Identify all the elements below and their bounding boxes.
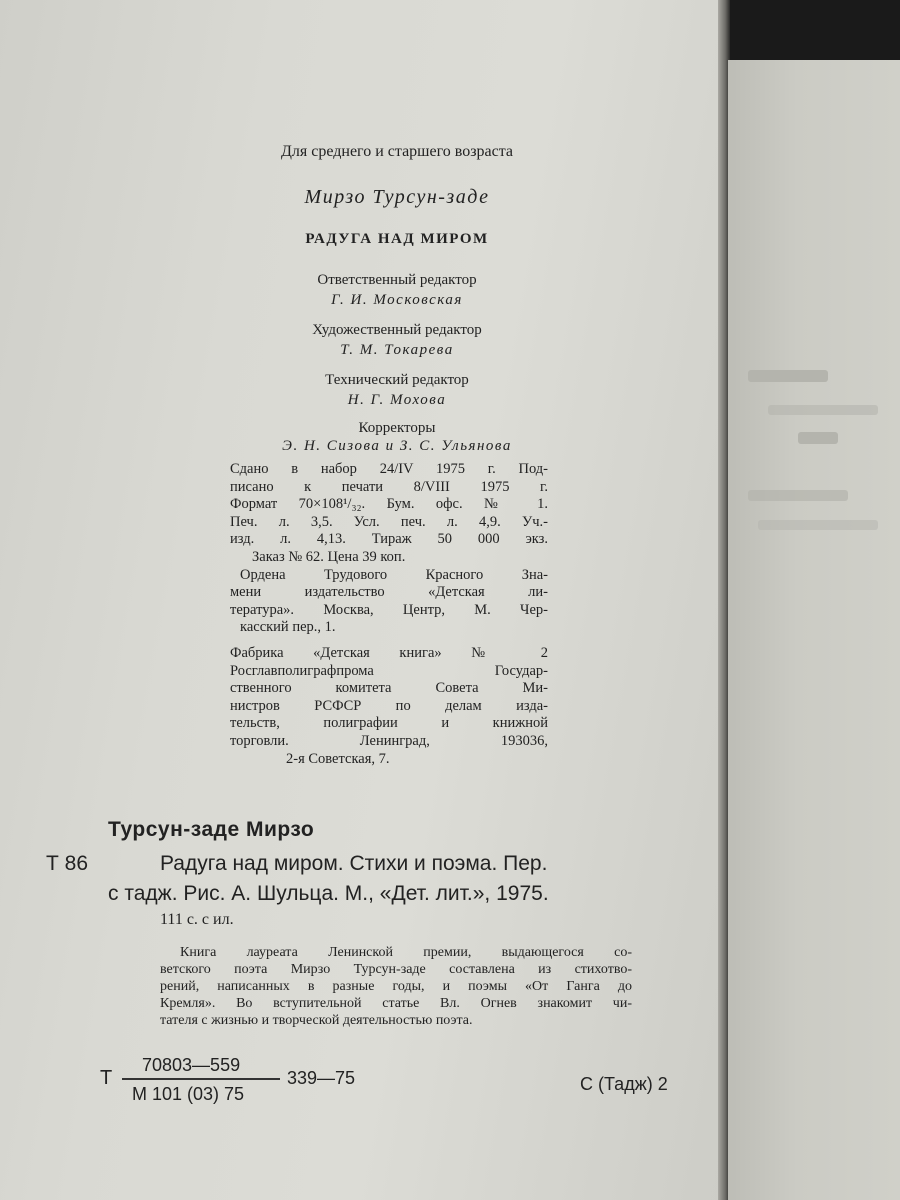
catalog-title-line: Радуга над миром. Стихи и поэма. Пер. [160, 852, 548, 875]
credit-name: Н. Г. Мохова [347, 392, 447, 408]
annotation-line: Книга лауреата Ленинской премии, выдающегося со- [180, 945, 632, 960]
imprint-line: Формат 70×108¹/₃₂. Бум. офс. № 1. [230, 496, 548, 513]
factory-line: Росглавполиграфпрома Государ- [230, 662, 548, 679]
annotation-line: тателя с жизнью и творческой деятельностью поэта. [160, 1013, 473, 1028]
book-title: РАДУГА НАД МИРОМ [305, 231, 489, 247]
annotation-line: Кремля». Во вступительной статье Вл. Огнев знакомит чи- [160, 996, 632, 1011]
factory-line: Фабрика «Детская книга» № 2 [230, 644, 548, 661]
credit-name: Г. И. Московская [331, 292, 463, 308]
credit-name: Т. М. Токарева [340, 342, 454, 358]
imprint-line: писано к печати 8/VIII 1975 г. [230, 478, 548, 495]
factory-line: торговли. Ленинград, 193036, [230, 732, 548, 749]
index-suffix: 339—75 [287, 1068, 356, 1088]
imprint-line: Ордена Трудового Красного Зна- [240, 566, 548, 583]
catalog-author: Турсун-заде Мирзо [108, 818, 315, 841]
imprint-line: тература». Москва, Центр, М. Чер- [230, 601, 548, 618]
factory-line: 2-я Советская, 7. [286, 750, 390, 767]
index-numerator: 70803—559 [142, 1055, 241, 1075]
audience-note: Для среднего и старшего возраста [280, 143, 514, 160]
adjacent-page [728, 60, 900, 1200]
imprint-line: мени издательство «Детская ли- [230, 584, 548, 601]
catalog-code: Т 86 [46, 852, 89, 875]
fraction-bar [122, 1078, 280, 1080]
credit-name: Э. Н. Сизова и З. С. Ульянова [282, 438, 512, 454]
credit-role: Технический редактор [325, 372, 469, 388]
imprint-line: касский пер., 1. [240, 619, 336, 636]
annotation [160, 944, 632, 1029]
credit-role: Ответственный редактор [317, 272, 477, 288]
factory-line: нистров РСФСР по делам изда- [230, 697, 548, 714]
credit-role: Художественный редактор [312, 322, 482, 338]
book-author: Мирзо Турсун-заде [304, 186, 490, 208]
index-letter: Т [100, 1067, 113, 1089]
catalog-pages: 111 с. с ил. [160, 911, 234, 928]
classification: С (Тадж) 2 [580, 1074, 668, 1094]
factory-line: ственного комитета Совета Ми- [230, 680, 548, 697]
annotation-line: рений, написанных в разные годы, и поэмы «От Ганга до [160, 979, 632, 994]
catalog-title-line: с тадж. Рис. А. Шульца. М., «Дет. лит.», 1975. [108, 882, 549, 905]
imprint-block [230, 461, 548, 768]
imprint-line: Сдано в набор 24/IV 1975 г. Под- [230, 461, 548, 477]
imprint-line: Печ. л. 3,5. Усл. печ. л. 4,9. Уч.- [230, 513, 548, 530]
index-denominator: М 101 (03) 75 [132, 1084, 245, 1104]
factory-line: тельств, полиграфии и книжной [230, 715, 548, 732]
imprint-line: изд. л. 4,13. Тираж 50 000 экз. [230, 531, 548, 548]
credit-role: Корректоры [358, 420, 436, 436]
imprint-line: Заказ № 62. Цена 39 коп. [252, 548, 406, 565]
annotation-line: ветского поэта Мирзо Турсун-заде составлена из стихотво- [160, 962, 632, 977]
